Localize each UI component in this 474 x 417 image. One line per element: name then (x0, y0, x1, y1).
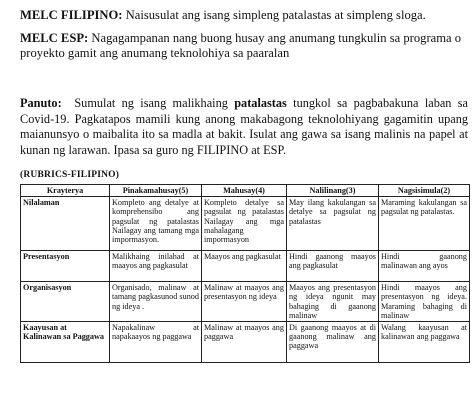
rubric-row-nilalaman (21, 197, 470, 251)
rubric-cell-score-3: Maayos ang presentasyon ng ideya ngunit may bahaging di gaanong malinaw (287, 282, 379, 322)
rubric-cell-score-4: Kompleto detalye sa pagsulat ng patalastas Nailagay ang mga mahalagang impormasyon (202, 197, 287, 251)
rubric-cell-score-5: Napakalinaw at napakaayos ng paggawa (110, 322, 202, 363)
rubric-row-presentasyon (21, 251, 470, 282)
header-criterion: Krayterya (21, 185, 110, 197)
instructions-keyword: patalastas (234, 96, 287, 110)
melc-esp-text: Nagagampanan nang buong husay ang anumang tungkulin sa programa o proyekto gamit ang anumang teknolohiya sa paaralan (20, 31, 462, 60)
melc-esp (20, 31, 468, 61)
rubric-header-row (21, 185, 470, 197)
header-score-3: Nalilinang(3) (287, 185, 379, 197)
rubric-cell-score-2: Walang kaayusan at kalinawan ang paggawa (379, 322, 470, 363)
header-score-5: Pinakamahusay(5) (110, 185, 202, 197)
rubric-cell-score-5: Organisado, malinaw at tamang pagkasunod sunod ng ideya . (110, 282, 202, 322)
melc-filipino-label: MELC FILIPINO: (20, 8, 123, 22)
melc-esp-label: MELC ESP: (20, 31, 89, 45)
rubric-cell-score-2: Hindi maayos ang presentasyon ng ideya. Maraming bahaging di malinaw (379, 282, 470, 322)
instructions-lead: Panuto: (20, 96, 62, 110)
rubric-cell-score-5: Malikhaing inilahad at maayos ang pagkasulat (110, 251, 202, 282)
criterion-cell: Organisasyon (21, 282, 110, 322)
rubric-row-kaayusan (21, 322, 470, 363)
header-score-2: Nagsisimula(2) (379, 185, 470, 197)
rubric-cell-score-2: Maraming kakulangan sa pagsulat ng patalastas. (379, 197, 470, 251)
rubric-cell-score-3: May ilang kakulangan sa detalye sa pagsulat ng patalastas (287, 197, 379, 251)
rubric-table (20, 184, 470, 363)
instructions-paragraph (20, 96, 468, 158)
rubrics-title: (RUBRICS-FILIPINO) (20, 170, 120, 180)
rubric-cell-score-2: Hindi gaanong malinawan ang ayos (379, 251, 470, 282)
instructions-text-before: Sumulat ng isang malikhaing (74, 96, 228, 110)
melc-filipino (20, 8, 468, 23)
rubric-row-organisasyon (21, 282, 470, 322)
criterion-cell: Kaayusan at Kalinawan sa Paggawa (21, 322, 110, 363)
criterion-cell: Presentasyon (21, 251, 110, 282)
rubric-cell-score-4: Malinaw at maayos ang paggawa (202, 322, 287, 363)
header-score-4: Mahusay(4) (202, 185, 287, 197)
melc-filipino-text: Naisusulat ang isang simpleng patalastas at simpleng sloga. (125, 8, 426, 22)
rubric-cell-score-4: Maayos ang pagkasulat (202, 251, 287, 282)
rubric-cell-score-3: Hindi gaanong maayos ang pagkasulat (287, 251, 379, 282)
rubric-cell-score-5: Kompleto ang detalye at komprehensibo ang pagsulat ng patalastas Nailagay ang tamang mga impormasyon. (110, 197, 202, 251)
rubric-cell-score-3: Di gaanong maayos at di gaanong malinaw ang paggawa (287, 322, 379, 363)
instructions-text-after: tungkol sa pagbabakuna laban sa Covid-19. Pagkatapos mamili kung anong makabagong teknolohiyang gagamitin upang maianunsyo o maibalita ito sa madla at bakit. Isulat ang gawa sa isang malinis na papel at kunan ng larawan. Ipasa sa guro ng FILIPINO at ESP. (20, 96, 469, 157)
rubric-cell-score-4: Malinaw at maayos ang presentasyon ng ideya (202, 282, 287, 322)
criterion-cell: Nilalaman (21, 197, 110, 251)
